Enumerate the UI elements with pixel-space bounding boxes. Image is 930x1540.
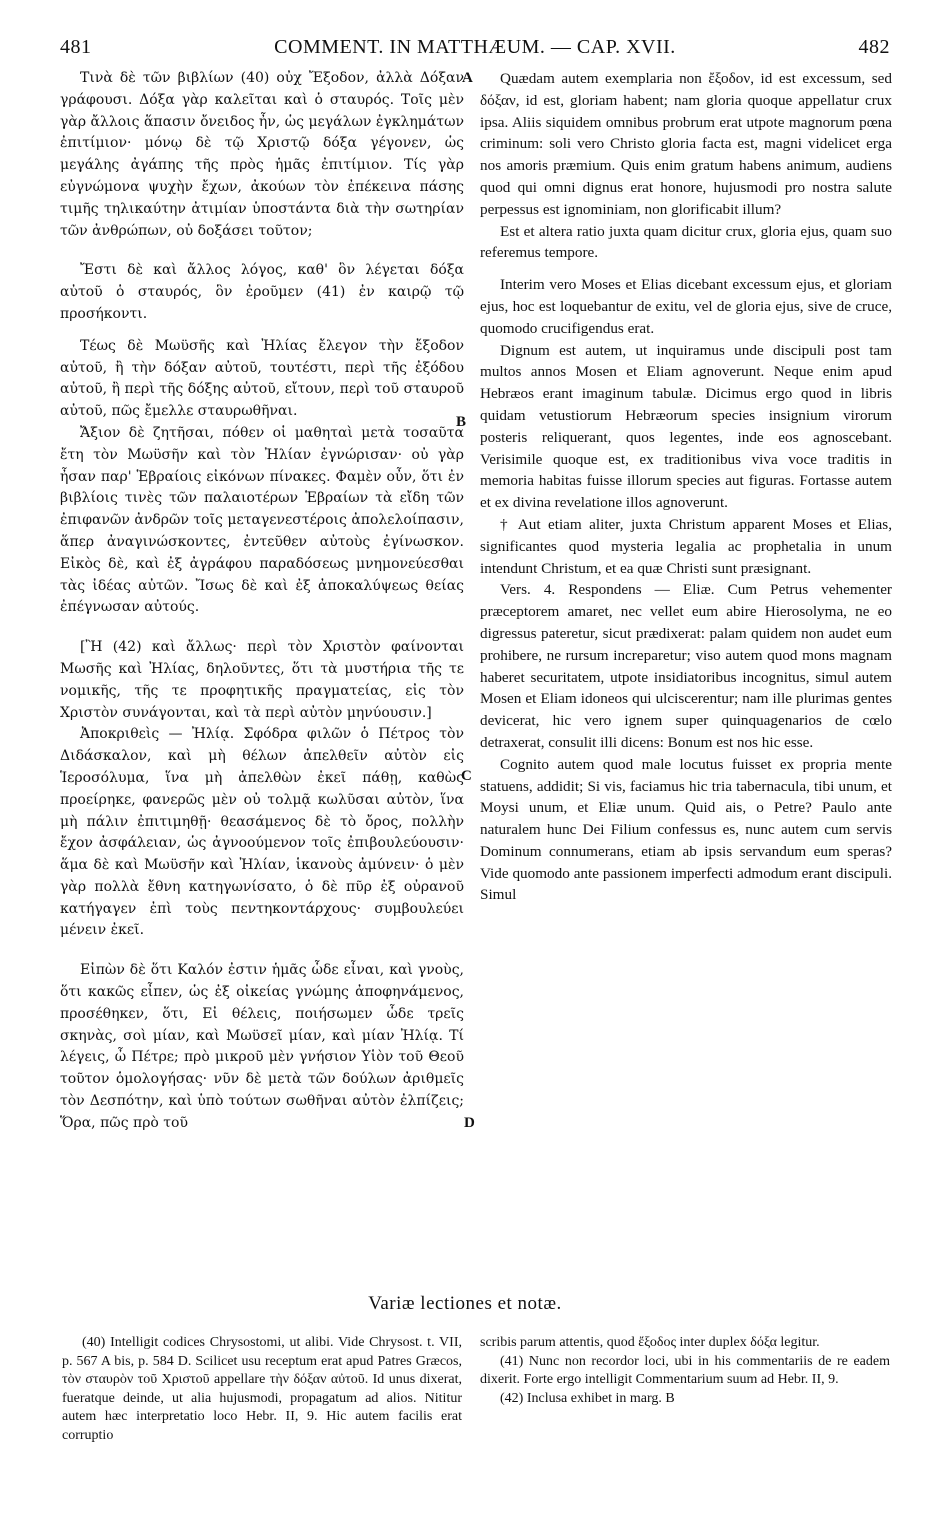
margin-letter-a: A [462,70,473,86]
notes-left-column [62,1334,462,1445]
notes-right-column [480,1334,890,1408]
notes-title: Variæ lectiones et notæ. [368,1293,562,1314]
latin-paragraph: Quædam autem exemplaria non ἔξοδον, id est excessum, sed δόξαν, id est, gloriam habent; nam gloria quoque appellatur crux ipsa. Aliis siquidem omnibus probrum erat utpote magnorum pœna criminum: soli vero Christo gloria facta est, magni videlicet erga nos amoris præmium. Quis enim gratum habens animum, audiens quod qui omni dignus erat honore, hujusmodi pro nostra salute perpessus est ignominiam, non glorificabit illum? [480,70,892,218]
note-item: (40) Intelligit codices Chrysostomi, ut alibi. Vide Chrysost. t. VII, p. 567 A bis, p. 584 D. Scilicet usu receptum erat apud Patres Græcos, τὸν σταυρὸν τοῦ Χριστοῦ appellare τὴν δόξαν αὐτοῦ. Id unus dixerat, fueratque deinde, ut alia hujusmodi, propagatum ad alios. Nititur autem hæc interpretatio loco Hebr. II, 9. Hic autem facilis erat corruptio [62,1335,462,1443]
right-page-number: 482 [858,36,890,58]
latin-paragraph: Dignum est autem, ut inquiramus unde discipuli post tam multos annos Mosen et Eliam agnoverunt. Neque enim apud Hebræos erant imaginum tabulæ. Dicimus ergo quod in libris quidam vetustiorum Hebræorum species insignium virorum posteris reliquerant, quos legentes, inde eos agnoscebant. Verisimile quoque est, ex traditionibus viva voce traditis in memoria habitas fuisse illorum species aut figuras. Fortasse autem et ex divina revelatione illos agnoverunt. [480,341,892,512]
latin-paragraph: Cognito autem quod male locutus fuisset ex propria mente statuens, addidit; Si vis, faciamus hic tria tabernacula, tibi unum, et Moysi unum, et Eliæ unum. Quid ais, o Petre? Paulo ante naturalem hunc Dei Filium confessus es, nunc autem cum servis Dominum connumerans, etiam ab ipsis servandum eum speras? Vide quomodo ante passionem imperfecti admodum erant discipuli. Simul [480,755,892,904]
greek-paragraph: Εἰπὼν δὲ ὅτι Καλόν ἐστιν ἡμᾶς ὧδε εἶναι, καὶ γνοὺς, ὅτι κακῶς εἶπεν, ὡς ἐξ οἰκείας γνώμης ἀποφηνάμενος, προσέθηκεν, ὅτι, Εἰ θέλεις, ποιήσωμεν ὧδε τρεῖς σκηνὰς, σοὶ μίαν, καὶ Μωϋσεῖ μίαν, καὶ μίαν Ἠλίᾳ. Τί λέγεις, ὦ Πέτρε; πρὸ μικροῦ μὲν γνήσιον Υἱὸν τοῦ Θεοῦ τοῦτον ὁμολογήσας· νῦν δὲ μετὰ τῶν δούλων ἀριθμεῖς τὸν Δεσπότην, καὶ ὑπὸ τούτων σωθῆναι αὐτὸν ἐλπίζεις; Ὅρα, πῶς πρὸ τοῦ [60,962,464,1131]
greek-paragraph: [Ἢ (42) καὶ ἄλλως· περὶ τὸν Χριστὸν φαίνονται Μωσῆς καὶ Ἠλίας, δηλοῦντες, ὅτι τὰ μυστήρια τῆς τε νομικῆς, τῆς τε προφητικῆς πραγματείας, εἰς τὸν Χριστὸν συνάγονται, καὶ τὰ περὶ αὐτὸν μηνύουσιν.] [60,639,464,721]
greek-paragraph: Τέως δὲ Μωϋσῆς καὶ Ἠλίας ἔλεγον τὴν ἔξοδον αὐτοῦ, ἢ τὴν δόξαν αὐτοῦ, τουτέστι, περὶ τῆς ἐξόδου αὐτοῦ, ἢ περὶ τῆς δόξης αὐτοῦ, εἴτουν, περὶ τοῦ σταυροῦ αὐτοῦ, πῶς ἔμελλε σταυρωθῆναι. [60,337,464,420]
note-item: (42) Inclusa exhibet in marg. B [500,1390,675,1406]
page-header [60,36,890,62]
latin-paragraph: † Aut etiam aliter, juxta Christum apparent Moses et Elias, significantes quod mysteria legalia ac prophetalia in unum intendunt Christum, et ea quæ Christi sunt præsignant. [480,515,892,577]
latin-paragraph: Est et altera ratio juxta quam dicitur crux, gloria ejus, quam suo referemus tempore. [480,222,892,262]
greek-paragraph: Ἄξιον δὲ ζητῆσαι, πόθεν οἱ μαθηταὶ μετὰ τοσαῦτα ἔτη τὸν Μωϋσῆν καὶ τὸν Ἠλίαν ἐγνώρισαν· οὐ γὰρ ἦσαν παρ' Ἑβραίοις εἰκόνων πίνακες. Φαμὲν οὖν, ὅτι ἐν βιβλίοις τινὲς τῶν παλαιοτέρων Ἑβραίων τὰ εἴδη τῶν ἐπιφανῶν ἀνδρῶν τοῖς μεταγενεστέροις ἀπολελοίπασιν, ἅπερ ἀναγινώσκοντες, ἐντεῦθεν αὐτοὺς ἐγίνωσκον. Εἰκὸς δὲ, καὶ ἐξ ἀγράφου παραδόσεως μνημονεύεσθαι τὰς ἰδέας αὐτῶν. Ἴσως δὲ καὶ ἐξ ἀποκαλύψεως θείας ἐπέγνωσαν αὐτούς. [60,424,464,616]
note-item: (41) Nunc non recordor loci, ubi in his commentariis de re eadem dixerit. Forte ergo intelligit Commentarium suum ad Hebr. II, 9. [480,1353,890,1387]
greek-paragraph: Ἔστι δὲ καὶ ἄλλος λόγος, καθ' ὃν λέγεται δόξα αὐτοῦ ὁ σταυρός, ὃν ἐροῦμεν (41) ἐν καιρῷ τῷ προσήκοντι. [60,262,464,322]
note-item: scribis parum attentis, quod ἔξοδος inter duplex δόξα legitur. [480,1335,820,1350]
greek-paragraph: Ἀποκριθεὶς — Ἠλίᾳ. Σφόδρα φιλῶν ὁ Πέτρος τὸν Διδάσκαλον, καὶ μὴ θέλων ἀπελθεῖν αὐτὸν εἰς Ἱεροσόλυμα, ἵνα μὴ ἀπελθὼν ἐκεῖ πάθῃ, καθὼς προείρηκε, φανερῶς μὲν οὐ τολμᾷ κωλῦσαι αὐτὸν, ἵνα μὴ πάλιν ἐπιτιμηθῇ· θεασάμενος δὲ τὸ ὄρος, πολλὴν ἔχον ἀσφάλειαν, ὡς ἀγνοούμενον τοῖς ἐπιβουλεύουσιν· ἅμα δὲ καὶ Μωϋσῆν καὶ Ἠλίαν, ἱκανοὺς ἀμύνειν· ὁ μὲν γὰρ πολλὰ ἔθνη κατηγωνίσατο, ὁ δὲ πῦρ ἐξ οὐρανοῦ κατήγαγεν ἐπὶ τοὺς πεντηκοντάρχους· συμβουλεύει μένειν ἐκεῖ. [60,726,464,939]
latin-column [480,68,892,906]
latin-paragraph: Vers. 4. Respondens — Eliæ. Cum Petrus vehementer præceptorem amaret, nec vellet eum abire Hierosolyma, ne eo digressus pateretur, sicut prædixerat: palam quidem non audet eum prohibere, ne rursum increparetur; viso autem quod mons magnam haberet securitatem, utpote insidiatoribus incognitus, simul autem Mosen et Eliam idoneos qui ulciscerentur; nam ille plurimas gentes devicerat, hic vero ignem super quinquagenarios de cœlo detraxerat, consulit illi dicens: Bonum est nos hic esse. [480,581,892,751]
latin-paragraph: Interim vero Moses et Elias dicebant excessum ejus, et gloriam ejus, hoc est loquebantur de exitu, vel de gloria ejus, sive de cruce, quomodo crucifigendus erat. [480,276,892,337]
margin-letter-b: B [456,414,467,430]
greek-paragraph: Τινὰ δὲ τῶν βιβλίων (40) οὐχ Ἔξοδον, ἀλλὰ Δόξαν γράφουσι. Δόξα γὰρ καλεῖται καὶ ὁ σταυρός. Τοῖς μὲν γὰρ ἄλλοις ἅπασιν ὄνειδος ἦν, ὡς μεγάλων ἐγκλημάτων ἐπιτίμιον· μόνῳ δὲ τῷ Χριστῷ δόξα γέγονεν, ὡς μεγάλης ἀγάπης τῆς πρὸς ἡμᾶς ἐπιτίμιον. Τίς γὰρ εὐγνώμονα ψυχὴν ἔχων, ἀκούων τὸν ἐπέκεινα πάσης τιμῆς τηλικαύτην ἀτιμίαν ὑποστάντα διὰ τὴν σωτηρίαν τῶν ἀνθρώπων, οὐ δοξάσει τοῦτον; [60,70,464,239]
margin-letter-d: D [464,1115,475,1131]
margin-letter-c: C [461,768,472,784]
left-page-number: 481 [60,36,92,58]
running-title: COMMENT. IN MATTHÆUM. — CAP. XVII. [274,36,676,58]
greek-column [60,68,467,1135]
